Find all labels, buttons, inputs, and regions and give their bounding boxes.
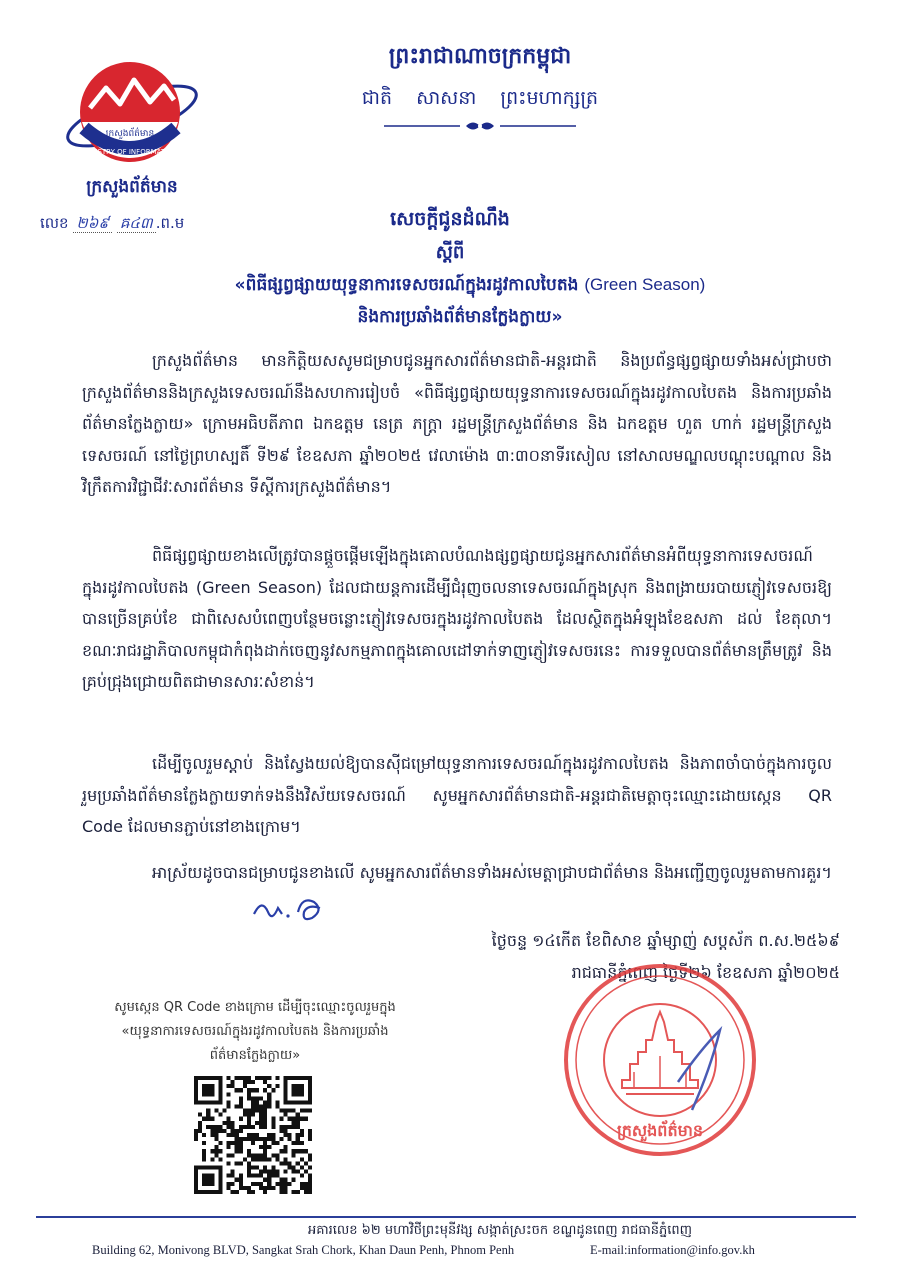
solar-date: រាជធានីភ្នំពេញ ថ្ងៃទី២៦ ខែឧសភា ឆ្នាំ២០២៥ <box>571 963 840 982</box>
qr-instructions <box>80 996 430 1068</box>
subject-line-2: និងការប្រឆាំងព័ត៌មានក្លែងក្លាយ» <box>357 307 563 327</box>
qr-note-line-2: «យុទ្ធនាការទេសចរណ៍ក្នុងរដូវកាលបៃតង និងការប្រឆាំង <box>121 1024 389 1039</box>
footer-address-en: Building 62, Monivong BLVD, Sangkat Srah Chork, Khan Daun Penh, Phnom Penh <box>92 1243 515 1257</box>
body-paragraph-3: ដើម្បីចូលរួមស្តាប់ និងស្វែងយល់ឱ្យបានស៊ីជម្រៅយុទ្ធនាការទេសចរណ៍ក្នុងរដូវកាលបៃតង និងភាពចាំបាច់ក្នុងការចូលរួមប្រឆាំងព័ត៌មានក្លែងក្លាយទាក់ទងនឹងវិស័យទេសចរណ៍ សូមអ្នកសារព័ត៌មានជាតិ-អន្តរជាតិមេត្តាចុះឈ្មោះដោយស្កេន QR Code ដែលមានភ្ជាប់នៅខាងក្រោម។ <box>82 754 832 836</box>
national-motto: ជាតិ សាសនា ព្រះមហាក្សត្រ <box>361 87 599 109</box>
handwritten-initials <box>250 892 328 926</box>
kingdom-heading: ព្រះរាជាណាចក្រកម្ពុជា <box>388 44 572 69</box>
body-paragraph-1: ក្រសួងព័ត៌មាន មានកិត្តិយសសូមជម្រាបជូនអ្នកសារព័ត៌មានជាតិ-អន្តរជាតិ និងប្រព័ន្ធផ្សព្វផ្សាយទាំងអស់ជ្រាបថា ក្រសួងព័ត៌មាននិងក្រសួងទេសចរណ៍នឹងសហការរៀបចំ «ពិធីផ្សព្វផ្សាយយុទ្ធនាការទេសចរណ៍ក្នុងរដូវកាលបៃតង និងការប្រឆាំងព័ត៌មានក្លែងក្លាយ» ក្រោមអធិបតីភាព ឯកឧត្តម នេត្រ ភក្ត្រា រដ្ឋមន្ត្រីក្រសួងព័ត៌មាន និង ឯកឧត្តម ហួត ហាក់ រដ្ឋមន្ត្រីក្រសួងទេសចរណ៍ នៅថ្ងៃព្រហស្បតិ៍ ទី២៩ ខែឧសភា ឆ្នាំ២០២៥ វេលាម៉ោង ៣:៣០នាទីរសៀល នៅសាលមណ្ឌលបណ្តុះបណ្តាល និងវិក្រឹតការវិជ្ជាជីវៈសារព័ត៌មាន ទីស្តីការក្រសួងព័ត៌មាន។ <box>82 351 832 496</box>
qr-note-line-3: ព័ត៌មានក្លែងក្លាយ» <box>209 1048 301 1063</box>
reference-number <box>40 214 184 236</box>
subject-en: (Green Season) <box>584 275 706 294</box>
subject-line-1 <box>140 274 800 299</box>
official-seal <box>560 960 760 1160</box>
footer-address-kh: អគារលេខ ៦២ មហាវិថីព្រះមុនីវង្ស សង្កាត់ស្រះចក ខណ្ឌដូនពេញ រាជធានីភ្នំពេញ <box>308 1223 692 1238</box>
body-paragraph-4: អាស្រ័យដូចបានជម្រាបជូនខាងលើ សូមអ្នកសារព័ត៌មានទាំងអស់មេត្តាជ្រាបជាព័ត៌មាន និងអញ្ជើញចូលរួមតាមការគួរ។ <box>152 863 832 882</box>
footer-email[interactable]: E-mail:information@info.gov.kh <box>590 1243 755 1257</box>
logo-kh-text: ក្រសួងព័ត៌មាន <box>105 129 155 139</box>
lunar-date: ថ្ងៃចន្ទ ១៤កើត ខែពិសាខ ឆ្នាំម្សាញ់ សប្តស័ក ព.ស.២៥៦៩ <box>491 931 840 950</box>
document-about: ស្តីពី <box>435 242 465 263</box>
qr-note-line-1: សូមស្កេន QR Code ខាងក្រោម ដើម្បីចុះឈ្មោះចូលរួមក្នុង <box>114 1000 396 1015</box>
body-paragraph-2: ពិធីផ្សព្វផ្សាយខាងលើត្រូវបានផ្តួចផ្តើមឡើងក្នុងគោលបំណងផ្សព្វផ្សាយជូនអ្នកសារព័ត៌មានអំពីយុទ្ធនាការទេសចរណ៍ក្នុងរដូវកាលបៃតង (Green Season) ដែលជាយន្តការដើម្បីជំរុញចលនាទេសចរណ៍ក្នុងស្រុក និងពង្រាយរបាយភ្ញៀវទេសចរឱ្យបានច្រើនគ្រប់ខែ ជាពិសេសបំពេញបន្ថែមចន្លោះភ្ញៀវទេសចរក្នុងរដូវកាលបៃតង ដែលស្ថិតក្នុងអំឡុងខែឧសភា ដល់ ខែតុលា។ ខណៈរាជរដ្ឋាភិបាលកម្ពុជាកំពុងដាក់ចេញនូវសកម្មភាពក្នុងគោលដៅទាក់ទាញភ្ញៀវទេសចរនេះ ការទទួលបានព័ត៌មានត្រឹមត្រូវ និងគ្រប់ជ្រុងជ្រោយពិតជាមានសារៈសំខាន់។ <box>82 546 832 691</box>
reference-suffix: .ព.ម <box>155 214 185 232</box>
ministry-logo <box>60 50 200 182</box>
reference-handwritten-number: ២៦៩ <box>73 214 112 233</box>
reference-prefix: លេខ <box>40 214 69 232</box>
document-type: សេចក្តីជូនដំណឹង <box>390 208 510 230</box>
seal-text: ក្រសួងព័ត៌មាន <box>616 1121 704 1140</box>
subject-kh: «ពិធីផ្សព្វផ្សាយយុទ្ធនាការទេសចរណ៍ក្នុងរដូវកាលបៃតង <box>234 275 579 295</box>
ministry-name: ក្រសួងព័ត៌មាន <box>86 177 178 197</box>
header-ornament <box>380 118 580 134</box>
reference-handwritten-code: ឝ៤៣ <box>117 214 156 233</box>
registration-qr-code[interactable] <box>194 1076 312 1194</box>
logo-en-text: MINISTRY OF INFORMATION <box>82 148 178 156</box>
footer-divider <box>36 1216 856 1218</box>
